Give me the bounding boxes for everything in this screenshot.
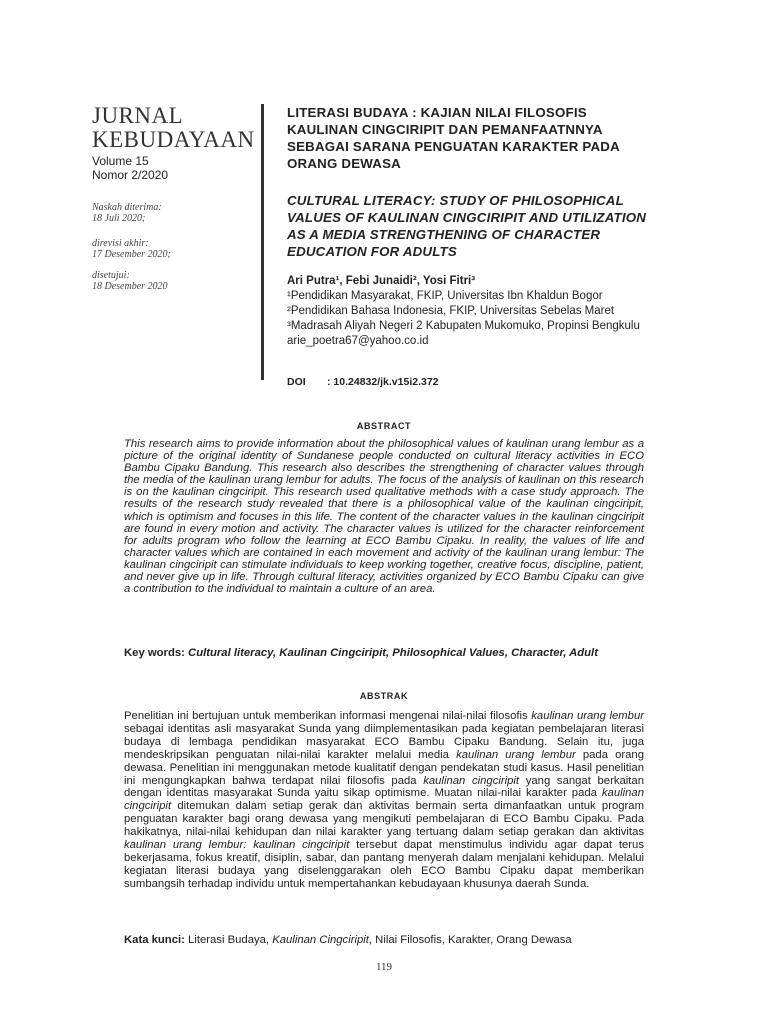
approved-info: disetujui: 18 Desember 2020 — [92, 270, 168, 292]
revised-info: direvisi akhir: 17 Desember 2020; — [92, 238, 171, 260]
author-block — [287, 274, 659, 349]
keywords-list: Cultural literacy, Kaulinan Cingciripit, Philosophical Values, Character, Adult — [188, 647, 598, 659]
doi-label: DOI — [287, 376, 306, 388]
keywords-english — [124, 647, 664, 659]
journal-volume: Volume 15 Nomor 2/2020 — [92, 154, 169, 182]
affiliation-1: ¹Pendidikan Masyarakat, FKIP, Universitas Ibn Khaldun Bogor — [287, 290, 603, 302]
doi-value[interactable]: : 10.24832/jk.v15i2.372 — [327, 376, 439, 388]
abstract-heading: ABSTRACT — [356, 421, 412, 431]
journal-sidebar — [92, 103, 255, 292]
affiliation-3: ³Madrasah Aliyah Negeri 2 Kabupaten Mukomuko, Propinsi Bengkulu — [287, 320, 640, 332]
abstract-english-text: This research aims to provide information about the philosophical values of kaulinan urang lembur as a picture of the original identity of Sundanese people conducted on cultural literacy activities in ECO Bambu Cipaku Bandung. This research also describes the strengthening of character values through the media of the kaulinan urang lembur for adults. The focus of the analysis of kaulinan on this research is on the kaulinan cingciripit. This research used qualitative methods with a case study approach. The results of the research study revealed that there is a philosophical value of the kaulinan cingciripit, which is optimism and focuses in this life. The content of the character values in the kaulinan cingciripit are found in every motion and activity. The character values is utilized for the character reinforcement for adults program who follow the learning at ECO Bambu Cipaku. In reality, the values of life and character values which are contained in each movement and activity of the kaulinan urang lembur: The kaulinan cingciripit can stimulate individuals to keep working together, creative focus, discipline, patient, and never give up in life. Through cultural literacy, activities organized by ECO Bambu Cipaku can give a contribution to the individual to maintain a culture of an area. — [124, 438, 644, 596]
keywords-indonesian: Kata kunci: Literasi Budaya, Kaulinan Cingciripit, Nilai Filosofis, Karakter, Orang Dewasa — [124, 934, 572, 946]
article-header — [287, 104, 659, 388]
header-divider — [261, 104, 264, 380]
abstrak-heading: ABSTRAK — [359, 691, 409, 701]
author-email[interactable]: arie_poetra67@yahoo.co.id — [287, 335, 429, 347]
author-names: Ari Putra¹, Febi Junaidi², Yosi Fitri³ — [287, 275, 476, 287]
journal-name: JURNAL KEBUDAYAAN — [92, 103, 255, 152]
doi-line — [287, 376, 439, 388]
title-english: CULTURAL LITERACY: STUDY OF PHILOSOPHICAL VALUES OF KAULINAN CINGCIRIPIT AND UTILIZATION AS A MEDIA STRENGTHENING OF CHARACTER EDUCATION FOR ADULTS — [287, 193, 647, 259]
title-indonesian: LITERASI BUDAYA : KAJIAN NILAI FILOSOFIS KAULINAN CINGCIRIPIT DAN PEMANFAATNNYA SEBAGAI SARANA PENGUATAN KARAKTER PADA ORANG DEWASA — [287, 105, 620, 171]
page-number: 119 — [375, 961, 393, 973]
kata-kunci-label: Kata kunci: — [124, 934, 185, 946]
received-info: Naskah diterima: 18 Juli 2020; — [92, 202, 162, 224]
keywords-label: Key words: — [124, 647, 185, 659]
abstract-indonesian-text: Penelitian ini bertujuan untuk memberikan informasi mengenai nilai-nilai filosofis kaulinan urang lembur sebagai identitas asli masyarakat Sunda yang diimplementasikan pada kegiatan pembelajaran literasi budaya di lembaga pendidikan masyarakat ECO Bambu Cipaku Bandung. Selain itu, juga mendeskripsikan penguatan nilai-nilai karakter melalui media kaulinan urang lembur pada orang dewasa. Penelitian ini menggunakan metode kualitatif dengan pendekatan studi kasus. Hasil penelitian ini mengungkapkan bahwa terdapat nilai filosofis pada kaulinan cingciripit yang sangat berkaitan dengan identitas masyarakat Sunda yaitu sikap optimisme. Muatan nilai-nilai karakter pada kaulinan cingciripit ditemukan dalam setiap gerak dan aktivitas bermain serta dimanfaatkan untuk program penguatan karakter bagi orang dewasa yang mengikuti pembelajaran di ECO Bambu Cipaku. Pada hakikatnya, nilai-nilai kehidupan dan nilai karakter yang tertuang dalam setiap gerakan dan aktivitas kaulinan urang lembur: kaulinan cingciripit tersebut dapat menstimulus individu agar dapat terus bekerjasama, fokus kreatif, disiplin, sabar, dan pantang menyerah dalam menjalani kehidupan. Melalui kegiatan literasi budaya yang diselenggarakan oleh ECO Bambu Cipaku dapat memberikan sumbangsih terhadap individu untuk mempertahankan kebudayaan khusunya daerah Sunda. — [124, 710, 644, 890]
affiliation-2: ²Pendidikan Bahasa Indonesia, FKIP, Universitas Sebelas Maret — [287, 305, 615, 317]
